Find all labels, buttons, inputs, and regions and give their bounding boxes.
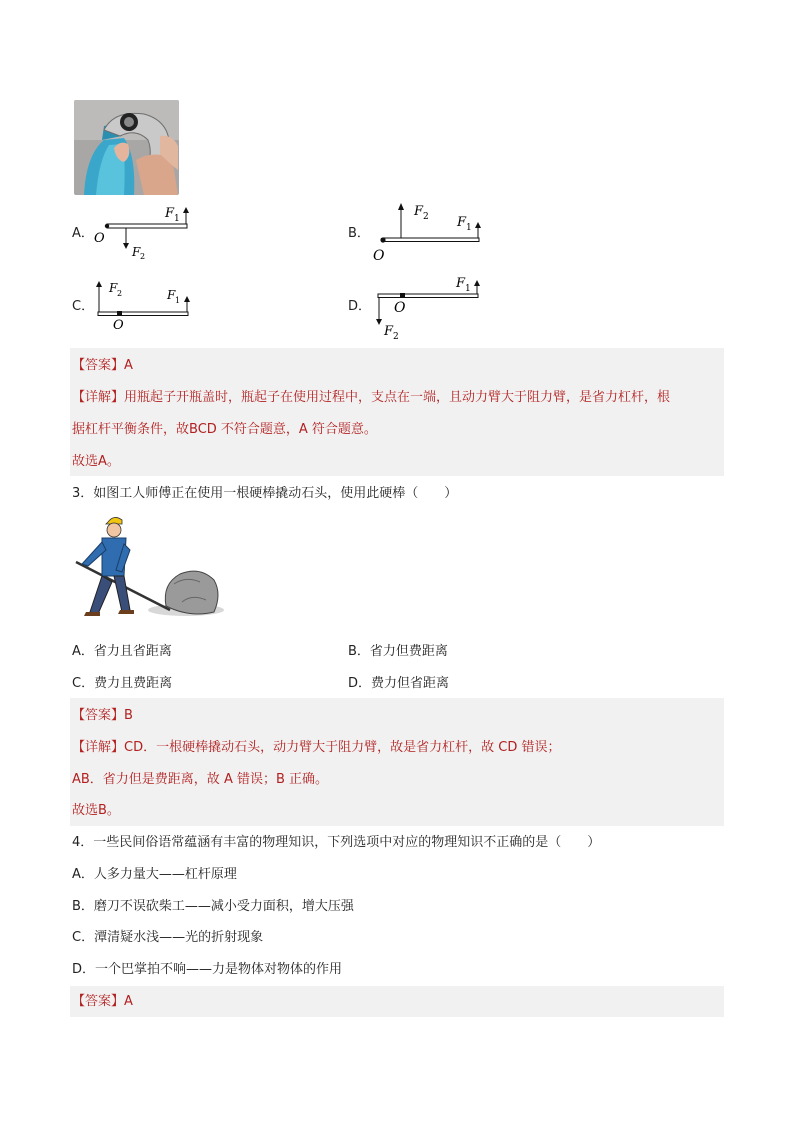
q2-option-a-label[interactable]: A． — [72, 226, 94, 241]
q3-detail-line-1: 【详解】CD．一根硬棒撬动石头，动力臂大于阻力臂，故是省力杠杆，故 CD 错误； — [72, 740, 561, 755]
q2-option-d-diagram[interactable] — [370, 272, 490, 340]
force-label: F — [456, 276, 466, 291]
subscript: 2 — [423, 212, 429, 222]
q4-stem: 4．一些民间俗语常蕴涵有丰富的物理知识，下列选项中对应的物理知识不正确的是（ ） — [72, 835, 601, 850]
force-label: F — [132, 245, 141, 259]
answer-value: B — [124, 708, 133, 723]
force-label: F — [109, 281, 118, 295]
force-label: F — [457, 215, 467, 230]
answer-tag: 【答案】 — [72, 708, 125, 723]
q2-answer — [72, 358, 133, 374]
q3-option-b[interactable]: B．省力但费距离 — [348, 644, 448, 659]
answer-tag: 【答案】 — [72, 358, 125, 373]
q3-conclusion: 故选B。 — [72, 803, 120, 818]
q2-option-c-label[interactable]: C． — [72, 299, 95, 314]
force-label: F — [414, 204, 424, 219]
q3-option-a[interactable]: A．省力且省距离 — [72, 644, 172, 659]
bottle-opener-photo — [74, 100, 179, 195]
q3-option-d[interactable]: D．费力但省距离 — [348, 676, 450, 691]
q2-option-b-label[interactable]: B． — [348, 226, 370, 241]
q3-answer — [72, 708, 133, 724]
subscript: 1 — [175, 296, 181, 305]
q2-detail-line-2: 据杠杆平衡条件，故BCD 不符合题意，A 符合题意。 — [72, 422, 377, 437]
q4-option-a[interactable]: A．人多力量大——杠杆原理 — [72, 867, 237, 882]
subscript: 2 — [140, 252, 146, 260]
q3-option-c[interactable]: C．费力且费距离 — [72, 676, 173, 691]
q4-option-d[interactable]: D．一个巴掌拍不响——力是物体对物体的作用 — [72, 962, 343, 977]
worker-lever-illustration — [74, 514, 224, 624]
q4-option-b[interactable]: B．磨刀不误砍柴工——减小受力面积，增大压强 — [72, 899, 354, 914]
subscript: 1 — [174, 214, 180, 224]
q3-answer-box — [70, 698, 724, 826]
q2-option-d-label[interactable]: D． — [348, 299, 372, 314]
detail-tag: 【详解】 — [72, 740, 125, 755]
subscript: 1 — [465, 284, 471, 294]
q3-detail-line-2: AB．省力但是费距离，故 A 错误；B 正确。 — [72, 772, 329, 787]
q4-answer-box — [70, 986, 724, 1017]
pivot-label: O — [94, 231, 105, 246]
q2-detail-line-1: 【详解】用瓶起子开瓶盖时，瓶起子在使用过程中，支点在一端，且动力臂大于阻力臂，是省力杠杆，根 — [72, 390, 671, 405]
force-label: F — [167, 288, 176, 302]
answer-tag: 【答案】 — [72, 994, 125, 1009]
q2-option-c-diagram[interactable] — [90, 276, 200, 334]
q2-answer-box — [70, 348, 724, 476]
q2-option-a-diagram[interactable] — [90, 200, 200, 260]
q2-option-b-diagram[interactable] — [370, 198, 490, 266]
subscript: 1 — [466, 223, 472, 233]
q3-stem: 3．如图工人师傅正在使用一根硬棒撬动石头，使用此硬棒（ ） — [72, 486, 458, 501]
pivot-label: O — [394, 300, 406, 316]
subscript: 2 — [393, 332, 399, 340]
q2-conclusion: 故选A。 — [72, 454, 120, 469]
q4-option-c[interactable]: C．潭清疑水浅——光的折射现象 — [72, 930, 264, 945]
answer-value: A — [124, 358, 133, 373]
pivot-label: O — [373, 248, 385, 264]
detail-tag: 【详解】 — [72, 390, 125, 405]
force-label: F — [165, 206, 175, 221]
subscript: 2 — [117, 289, 123, 298]
force-label: F — [384, 324, 394, 339]
pivot-label: O — [113, 318, 124, 333]
q4-answer — [72, 994, 133, 1010]
answer-value: A — [124, 994, 133, 1009]
